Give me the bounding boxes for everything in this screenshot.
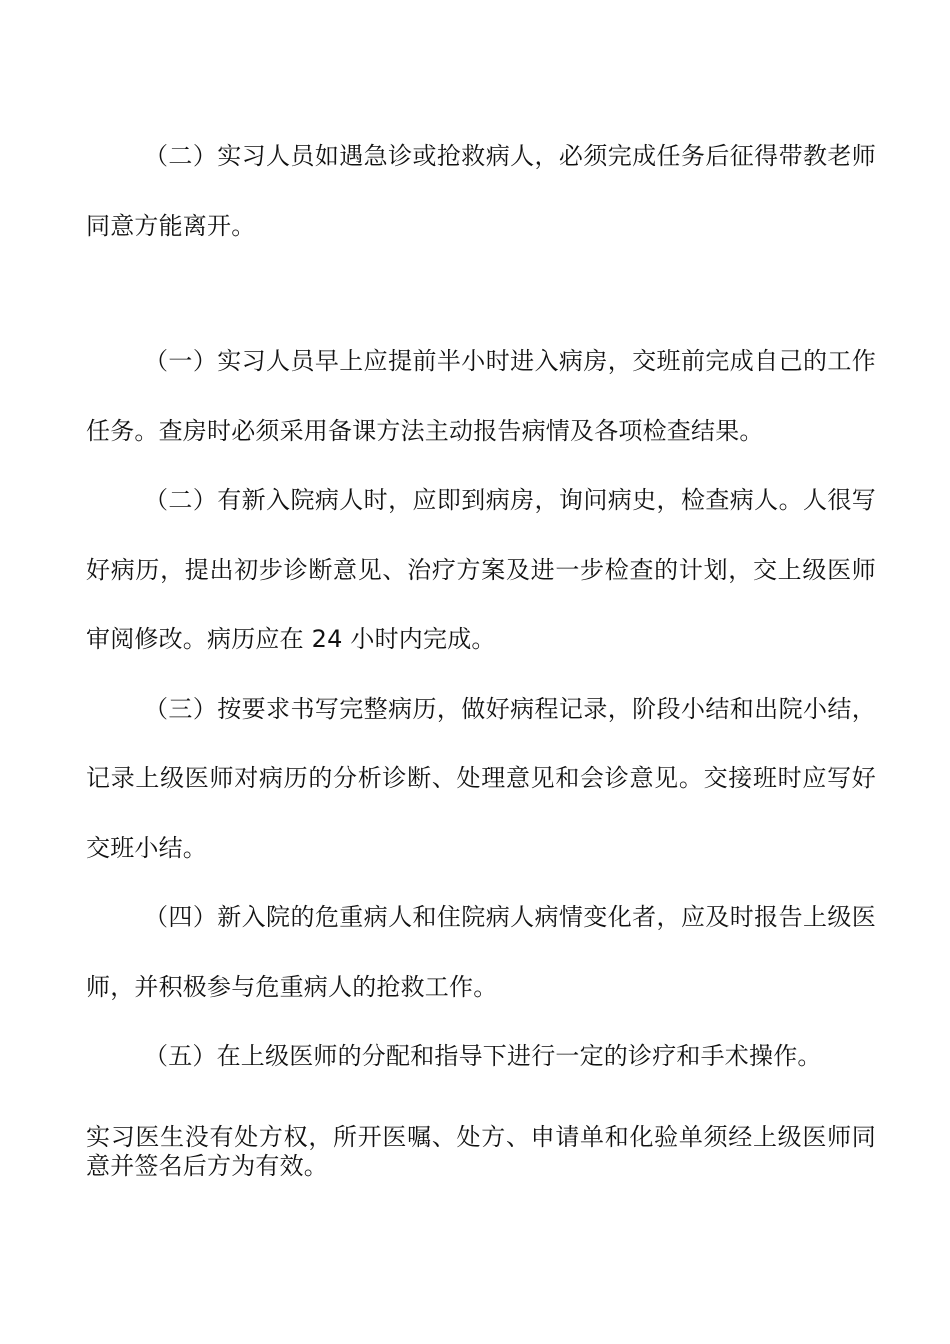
paragraph-2b-line-1: （二）有新入院病人时，应即到病房，询问病史，检查病人。人很写 (144, 486, 876, 514)
paragraph-5-line-1: （五）在上级医师的分配和指导下进行一定的诊疗和手术操作。 (144, 1042, 822, 1070)
paragraph-2b-line-3: 审阅修改。病历应在 24 小时内完成。 (86, 625, 496, 653)
paragraph-4-line-2: 师，并积极参与危重病人的抢救工作。 (86, 973, 498, 1001)
closing-paragraph-line-2: 意并签名后方为有效。 (86, 1152, 328, 1180)
paragraph-2-line-1: （二）实习人员如遇急诊或抢救病人，必须完成任务后征得带教老师 (144, 142, 876, 170)
paragraph-3-line-2: 记录上级医师对病历的分析诊断、处理意见和会诊意见。交接班时应写好 (86, 764, 876, 792)
paragraph-3-line-1: （三）按要求书写完整病历，做好病程记录，阶段小结和出院小结， (144, 695, 876, 723)
paragraph-4-line-1: （四）新入院的危重病人和住院病人病情变化者，应及时报告上级医 (144, 903, 876, 931)
paragraph-2-line-2: 同意方能离开。 (86, 212, 256, 240)
paragraph-1-line-2: 任务。查房时必须采用备课方法主动报告病情及各项检查结果。 (86, 417, 764, 445)
paragraph-3-line-3: 交班小结。 (86, 834, 207, 862)
closing-paragraph-line-1: 实习医生没有处方权，所开医嘱、处方、申请单和化验单须经上级医师同 (86, 1123, 876, 1151)
paragraph-1-line-1: （一）实习人员早上应提前半小时进入病房，交班前完成自己的工作 (144, 347, 876, 375)
paragraph-2b-line-2: 好病历，提出初步诊断意见、治疗方案及进一步检查的计划，交上级医师 (86, 556, 876, 584)
